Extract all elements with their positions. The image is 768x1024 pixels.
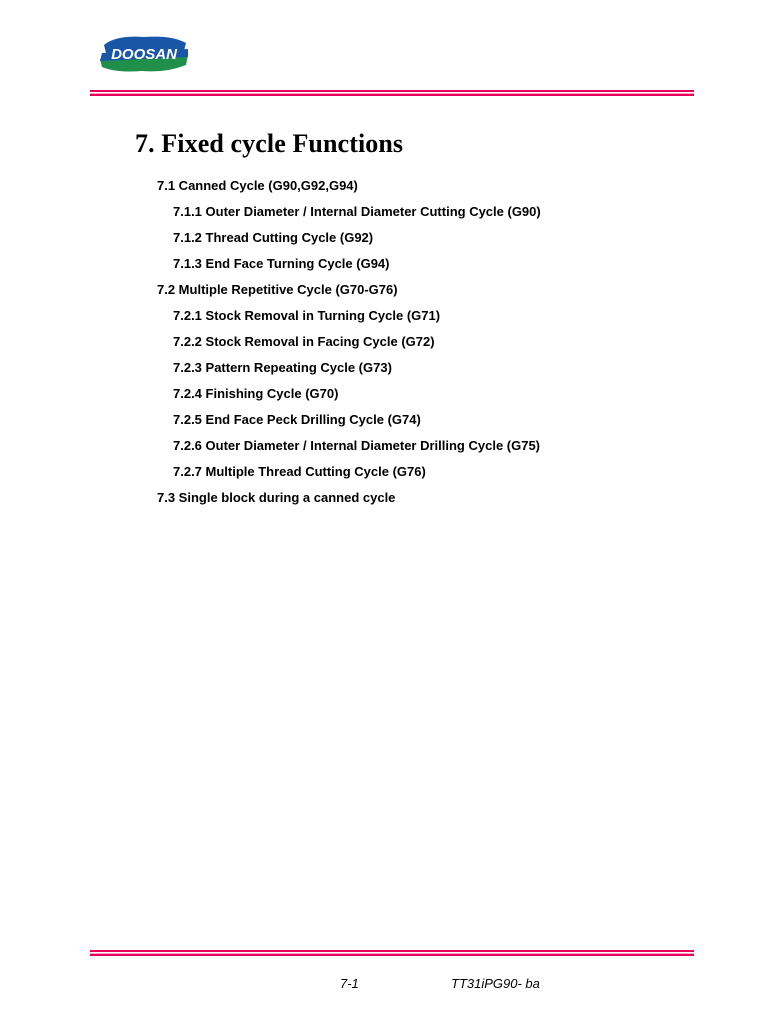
page-number: 7-1 — [340, 976, 359, 991]
toc-item: 7.2.5 End Face Peck Drilling Cycle (G74) — [173, 412, 421, 427]
toc-item: 7.1.2 Thread Cutting Cycle (G92) — [173, 230, 374, 245]
toc-item: 7.2.7 Multiple Thread Cutting Cycle (G76) — [173, 464, 426, 479]
document-code: TT31iPG90- ba — [451, 976, 540, 991]
toc-item: 7.2.1 Stock Removal in Turning Cycle (G71) — [173, 308, 441, 323]
toc-item: 7.3 Single block during a canned cycle — [157, 490, 396, 505]
toc-item: 7.1 Canned Cycle (G90,G92,G94) — [157, 178, 358, 193]
toc-item: 7.1.1 Outer Diameter / Internal Diameter Cutting Cycle (G90) — [173, 204, 541, 219]
toc-item: 7.2.3 Pattern Repeating Cycle (G73) — [173, 360, 392, 375]
toc-item: 7.2 Multiple Repetitive Cycle (G70-G76) — [157, 282, 398, 297]
chapter-title: 7. Fixed cycle Functions — [135, 129, 404, 158]
toc-item: 7.1.3 End Face Turning Cycle (G94) — [173, 256, 390, 271]
logo-text: DOOSAN — [111, 46, 177, 63]
toc-item: 7.2.4 Finishing Cycle (G70) — [173, 386, 339, 401]
footer-rule — [90, 950, 694, 956]
toc-item: 7.2.6 Outer Diameter / Internal Diameter Drilling Cycle (G75) — [173, 438, 541, 453]
toc-item: 7.2.2 Stock Removal in Facing Cycle (G72) — [173, 334, 435, 349]
